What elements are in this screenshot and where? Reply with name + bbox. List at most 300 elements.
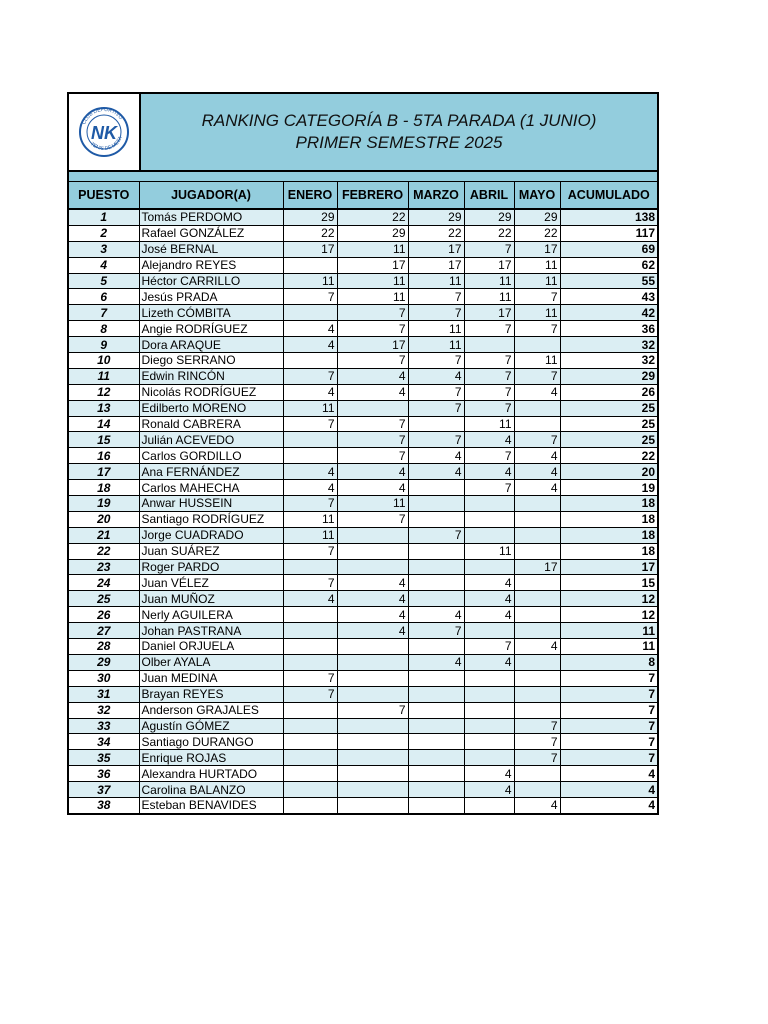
- cell-puesto: 36: [69, 766, 139, 782]
- cell-febrero: 7: [337, 353, 408, 369]
- cell-marzo: [408, 670, 464, 686]
- title-row: [69, 94, 657, 172]
- cell-febrero: [337, 654, 408, 670]
- cell-acumulado: 11: [560, 639, 657, 655]
- cell-acumulado: 117: [560, 225, 657, 241]
- table-row[interactable]: [69, 321, 657, 337]
- cell-acumulado: 18: [560, 496, 657, 512]
- table-row[interactable]: [69, 527, 657, 543]
- cell-abril: 7: [464, 321, 514, 337]
- table-header-row: [69, 182, 657, 209]
- cell-jugador: Roger PARDO: [139, 559, 283, 575]
- cell-abril: [464, 559, 514, 575]
- cell-abril: 7: [464, 480, 514, 496]
- cell-febrero: 22: [337, 209, 408, 225]
- cell-mayo: [514, 623, 560, 639]
- table-row[interactable]: [69, 353, 657, 369]
- cell-acumulado: 20: [560, 464, 657, 480]
- table-row[interactable]: [69, 670, 657, 686]
- table-row[interactable]: [69, 559, 657, 575]
- cell-jugador: Alexandra HURTADO: [139, 766, 283, 782]
- cell-jugador: Esteban BENAVIDES: [139, 797, 283, 812]
- table-row[interactable]: [69, 480, 657, 496]
- cell-abril: [464, 496, 514, 512]
- cell-abril: 11: [464, 289, 514, 305]
- table-row[interactable]: [69, 766, 657, 782]
- cell-febrero: 4: [337, 368, 408, 384]
- cell-febrero: 7: [337, 511, 408, 527]
- table-row[interactable]: [69, 496, 657, 512]
- table-row[interactable]: [69, 543, 657, 559]
- cell-febrero: [337, 718, 408, 734]
- cell-marzo: 11: [408, 273, 464, 289]
- table-row[interactable]: [69, 448, 657, 464]
- cell-marzo: 22: [408, 225, 464, 241]
- cell-febrero: 4: [337, 464, 408, 480]
- cell-mayo: [514, 702, 560, 718]
- cell-abril: [464, 527, 514, 543]
- cell-jugador: Enrique ROJAS: [139, 750, 283, 766]
- cell-jugador: Héctor CARRILLO: [139, 273, 283, 289]
- cell-puesto: 13: [69, 400, 139, 416]
- cell-enero: [283, 353, 337, 369]
- cell-mayo: 4: [514, 384, 560, 400]
- cell-mayo: [514, 607, 560, 623]
- cell-mayo: [514, 654, 560, 670]
- cell-febrero: [337, 559, 408, 575]
- cell-enero: [283, 766, 337, 782]
- table-row[interactable]: [69, 686, 657, 702]
- cell-jugador: Carolina BALANZO: [139, 782, 283, 798]
- cell-acumulado: 25: [560, 416, 657, 432]
- cell-acumulado: 18: [560, 511, 657, 527]
- cell-abril: 7: [464, 241, 514, 257]
- cell-jugador: Santiago RODRÍGUEZ: [139, 511, 283, 527]
- cell-abril: [464, 511, 514, 527]
- table-row[interactable]: [69, 607, 657, 623]
- cell-abril: 4: [464, 591, 514, 607]
- cell-marzo: [408, 750, 464, 766]
- cell-marzo: 7: [408, 305, 464, 321]
- cell-puesto: 2: [69, 225, 139, 241]
- cell-acumulado: 55: [560, 273, 657, 289]
- cell-enero: [283, 702, 337, 718]
- cell-jugador: Edwin RINCÓN: [139, 368, 283, 384]
- cell-enero: [283, 654, 337, 670]
- cell-abril: 4: [464, 654, 514, 670]
- cell-enero: [283, 639, 337, 655]
- cell-jugador: Edilberto MORENO: [139, 400, 283, 416]
- cell-marzo: [408, 480, 464, 496]
- table-row[interactable]: [69, 416, 657, 432]
- cell-puesto: 16: [69, 448, 139, 464]
- cell-febrero: [337, 543, 408, 559]
- cell-acumulado: 36: [560, 321, 657, 337]
- cell-acumulado: 43: [560, 289, 657, 305]
- table-row[interactable]: [69, 639, 657, 655]
- cell-puesto: 6: [69, 289, 139, 305]
- cell-puesto: 8: [69, 321, 139, 337]
- cell-jugador: Anderson GRAJALES: [139, 702, 283, 718]
- cell-enero: 11: [283, 511, 337, 527]
- cell-jugador: Carlos GORDILLO: [139, 448, 283, 464]
- cell-mayo: [514, 496, 560, 512]
- cell-marzo: 7: [408, 623, 464, 639]
- cell-febrero: 11: [337, 241, 408, 257]
- cell-acumulado: 12: [560, 591, 657, 607]
- cell-enero: [283, 782, 337, 798]
- col-header-febrero[interactable]: FEBRERO: [337, 182, 408, 209]
- cell-enero: [283, 750, 337, 766]
- table-row[interactable]: [69, 337, 657, 353]
- table-row[interactable]: [69, 400, 657, 416]
- cell-marzo: [408, 639, 464, 655]
- cell-enero: 17: [283, 241, 337, 257]
- cell-puesto: 23: [69, 559, 139, 575]
- cell-febrero: [337, 639, 408, 655]
- cell-puesto: 14: [69, 416, 139, 432]
- table-row[interactable]: [69, 273, 657, 289]
- cell-jugador: Agustín GÓMEZ: [139, 718, 283, 734]
- cell-mayo: 7: [514, 289, 560, 305]
- cell-enero: 11: [283, 273, 337, 289]
- cell-mayo: 17: [514, 559, 560, 575]
- table-row[interactable]: [69, 591, 657, 607]
- logo-text: NK: [91, 123, 117, 143]
- cell-mayo: 4: [514, 639, 560, 655]
- cell-mayo: [514, 543, 560, 559]
- cell-mayo: [514, 670, 560, 686]
- cell-acumulado: 7: [560, 734, 657, 750]
- cell-mayo: 4: [514, 480, 560, 496]
- cell-febrero: 7: [337, 448, 408, 464]
- cell-acumulado: 22: [560, 448, 657, 464]
- cell-abril: 4: [464, 766, 514, 782]
- cell-enero: [283, 559, 337, 575]
- cell-abril: 17: [464, 257, 514, 273]
- cell-jugador: Juan SUÁREZ: [139, 543, 283, 559]
- cell-abril: 7: [464, 400, 514, 416]
- cell-mayo: 7: [514, 718, 560, 734]
- cell-enero: [283, 607, 337, 623]
- cell-jugador: Juan VÉLEZ: [139, 575, 283, 591]
- cell-enero: 11: [283, 400, 337, 416]
- cell-puesto: 7: [69, 305, 139, 321]
- col-header-acumulado[interactable]: ACUMULADO: [560, 182, 657, 209]
- cell-abril: 4: [464, 575, 514, 591]
- table-row[interactable]: [69, 209, 657, 225]
- cell-marzo: 7: [408, 353, 464, 369]
- cell-mayo: 4: [514, 448, 560, 464]
- cell-puesto: 26: [69, 607, 139, 623]
- cell-acumulado: 32: [560, 353, 657, 369]
- cell-marzo: 4: [408, 368, 464, 384]
- cell-jugador: Juan MEDINA: [139, 670, 283, 686]
- cell-jugador: Carlos MAHECHA: [139, 480, 283, 496]
- cell-febrero: 7: [337, 702, 408, 718]
- cell-febrero: 4: [337, 591, 408, 607]
- col-header-mayo[interactable]: MAYO: [514, 182, 560, 209]
- table-row[interactable]: [69, 702, 657, 718]
- table-row[interactable]: [69, 623, 657, 639]
- cell-acumulado: 138: [560, 209, 657, 225]
- cell-abril: [464, 734, 514, 750]
- cell-puesto: 15: [69, 432, 139, 448]
- cell-marzo: [408, 591, 464, 607]
- ranking-table: [69, 182, 657, 813]
- cell-jugador: Nicolás RODRÍGUEZ: [139, 384, 283, 400]
- cell-acumulado: 69: [560, 241, 657, 257]
- table-row[interactable]: [69, 432, 657, 448]
- cell-abril: [464, 686, 514, 702]
- cell-acumulado: 18: [560, 527, 657, 543]
- cell-enero: 7: [283, 670, 337, 686]
- cell-febrero: 29: [337, 225, 408, 241]
- cell-marzo: [408, 559, 464, 575]
- cell-acumulado: 4: [560, 766, 657, 782]
- cell-puesto: 10: [69, 353, 139, 369]
- cell-puesto: 5: [69, 273, 139, 289]
- cell-mayo: [514, 527, 560, 543]
- table-row[interactable]: [69, 734, 657, 750]
- cell-acumulado: 17: [560, 559, 657, 575]
- cell-puesto: 19: [69, 496, 139, 512]
- cell-jugador: Jorge CUADRADO: [139, 527, 283, 543]
- cell-marzo: 11: [408, 337, 464, 353]
- cell-enero: [283, 797, 337, 812]
- cell-marzo: 4: [408, 448, 464, 464]
- ranking-sheet: [67, 92, 659, 815]
- cell-acumulado: 7: [560, 670, 657, 686]
- table-row[interactable]: [69, 257, 657, 273]
- cell-febrero: [337, 670, 408, 686]
- cell-mayo: [514, 400, 560, 416]
- table-row[interactable]: [69, 654, 657, 670]
- cell-acumulado: 12: [560, 607, 657, 623]
- cell-febrero: [337, 750, 408, 766]
- cell-mayo: 17: [514, 241, 560, 257]
- cell-abril: 4: [464, 607, 514, 623]
- cell-puesto: 20: [69, 511, 139, 527]
- cell-acumulado: 25: [560, 432, 657, 448]
- cell-abril: [464, 718, 514, 734]
- club-logo: [69, 94, 141, 170]
- cell-marzo: 7: [408, 527, 464, 543]
- cell-acumulado: 11: [560, 623, 657, 639]
- cell-acumulado: 7: [560, 702, 657, 718]
- cell-febrero: 11: [337, 496, 408, 512]
- cell-abril: 22: [464, 225, 514, 241]
- cell-puesto: 9: [69, 337, 139, 353]
- cell-marzo: 7: [408, 400, 464, 416]
- cell-enero: [283, 734, 337, 750]
- col-header-marzo[interactable]: MARZO: [408, 182, 464, 209]
- cell-abril: 7: [464, 448, 514, 464]
- table-row[interactable]: [69, 575, 657, 591]
- cell-enero: 22: [283, 225, 337, 241]
- cell-jugador: Ronald CABRERA: [139, 416, 283, 432]
- cell-enero: 7: [283, 686, 337, 702]
- cell-marzo: [408, 782, 464, 798]
- cell-acumulado: 25: [560, 400, 657, 416]
- cell-mayo: 11: [514, 305, 560, 321]
- cell-febrero: 4: [337, 607, 408, 623]
- cell-mayo: 7: [514, 432, 560, 448]
- cell-marzo: 4: [408, 607, 464, 623]
- table-row[interactable]: [69, 289, 657, 305]
- cell-marzo: 7: [408, 384, 464, 400]
- cell-febrero: 17: [337, 337, 408, 353]
- cell-puesto: 3: [69, 241, 139, 257]
- cell-mayo: 4: [514, 797, 560, 812]
- cell-enero: 4: [283, 384, 337, 400]
- cell-jugador: Santiago DURANGO: [139, 734, 283, 750]
- cell-mayo: 7: [514, 321, 560, 337]
- cell-mayo: 11: [514, 273, 560, 289]
- table-row[interactable]: [69, 464, 657, 480]
- cell-puesto: 33: [69, 718, 139, 734]
- table-row[interactable]: [69, 782, 657, 798]
- cell-enero: 7: [283, 543, 337, 559]
- cell-abril: [464, 623, 514, 639]
- table-row[interactable]: [69, 225, 657, 241]
- cell-jugador: Lizeth CÓMBITA: [139, 305, 283, 321]
- cell-marzo: 11: [408, 321, 464, 337]
- page-subtitle: PRIMER SEMESTRE 2025: [295, 133, 503, 152]
- cell-jugador: Ana FERNÁNDEZ: [139, 464, 283, 480]
- cell-puesto: 22: [69, 543, 139, 559]
- cell-acumulado: 29: [560, 368, 657, 384]
- title-block: [141, 94, 657, 170]
- col-header-abril[interactable]: ABRIL: [464, 182, 514, 209]
- cell-abril: 11: [464, 416, 514, 432]
- cell-marzo: [408, 686, 464, 702]
- cell-febrero: 4: [337, 384, 408, 400]
- cell-puesto: 1: [69, 209, 139, 225]
- cell-jugador: Rafael GONZÁLEZ: [139, 225, 283, 241]
- cell-enero: 7: [283, 416, 337, 432]
- cell-marzo: [408, 575, 464, 591]
- cell-enero: 7: [283, 496, 337, 512]
- cell-abril: [464, 750, 514, 766]
- header-spacer: [69, 172, 657, 182]
- cell-puesto: 17: [69, 464, 139, 480]
- table-row[interactable]: [69, 718, 657, 734]
- cell-enero: 7: [283, 575, 337, 591]
- cell-mayo: 11: [514, 257, 560, 273]
- cell-enero: 7: [283, 289, 337, 305]
- cell-febrero: [337, 782, 408, 798]
- cell-puesto: 25: [69, 591, 139, 607]
- cell-mayo: 4: [514, 464, 560, 480]
- cell-jugador: Tomás PERDOMO: [139, 209, 283, 225]
- cell-febrero: 7: [337, 321, 408, 337]
- logo-ring-bottom: TENIS DE MESA: [89, 135, 124, 152]
- table-row[interactable]: [69, 384, 657, 400]
- col-header-enero[interactable]: ENERO: [283, 182, 337, 209]
- cell-febrero: 7: [337, 432, 408, 448]
- cell-abril: 7: [464, 639, 514, 655]
- cell-puesto: 28: [69, 639, 139, 655]
- cell-acumulado: 26: [560, 384, 657, 400]
- cell-mayo: 22: [514, 225, 560, 241]
- cell-enero: 29: [283, 209, 337, 225]
- cell-enero: [283, 305, 337, 321]
- cell-jugador: Juan MUÑOZ: [139, 591, 283, 607]
- table-row[interactable]: [69, 241, 657, 257]
- table-row[interactable]: [69, 797, 657, 812]
- cell-mayo: [514, 782, 560, 798]
- cell-marzo: [408, 511, 464, 527]
- cell-marzo: [408, 718, 464, 734]
- cell-jugador: Olber AYALA: [139, 654, 283, 670]
- cell-marzo: [408, 543, 464, 559]
- table-row[interactable]: [69, 750, 657, 766]
- cell-acumulado: 8: [560, 654, 657, 670]
- col-header-puesto[interactable]: PUESTO: [69, 182, 139, 209]
- cell-marzo: 7: [408, 289, 464, 305]
- page-title: RANKING CATEGORÍA B - 5TA PARADA (1 JUNIO): [201, 111, 597, 130]
- cell-enero: 7: [283, 368, 337, 384]
- cell-febrero: 7: [337, 305, 408, 321]
- cell-febrero: 4: [337, 623, 408, 639]
- cell-marzo: 17: [408, 257, 464, 273]
- cell-jugador: Nerly AGUILERA: [139, 607, 283, 623]
- cell-puesto: 29: [69, 654, 139, 670]
- cell-acumulado: 4: [648, 798, 655, 813]
- cell-acumulado: 7: [560, 750, 657, 766]
- cell-abril: 7: [464, 353, 514, 369]
- cell-febrero: [337, 686, 408, 702]
- cell-mayo: [514, 766, 560, 782]
- cell-puesto: 12: [69, 384, 139, 400]
- cell-puesto: 18: [69, 480, 139, 496]
- cell-mayo: 7: [514, 750, 560, 766]
- cell-marzo: 29: [408, 209, 464, 225]
- cell-abril: 7: [464, 368, 514, 384]
- cell-acumulado: 62: [560, 257, 657, 273]
- cell-puesto: 27: [69, 623, 139, 639]
- cell-puesto: 34: [69, 734, 139, 750]
- cell-jugador: Angie RODRÍGUEZ: [139, 321, 283, 337]
- cell-puesto: 31: [69, 686, 139, 702]
- table-row[interactable]: [69, 368, 657, 384]
- table-row[interactable]: [69, 305, 657, 321]
- cell-febrero: [337, 797, 408, 812]
- cell-acumulado: 18: [560, 543, 657, 559]
- cell-marzo: 7: [408, 432, 464, 448]
- cell-febrero: 11: [337, 289, 408, 305]
- cell-puesto: 4: [69, 257, 139, 273]
- cell-jugador: Daniel ORJUELA: [139, 639, 283, 655]
- cell-puesto: 38: [69, 797, 139, 812]
- cell-febrero: 4: [337, 575, 408, 591]
- cell-jugador: Alejandro REYES: [139, 257, 283, 273]
- col-header-jugador[interactable]: JUGADOR(A): [139, 182, 283, 209]
- cell-mayo: [514, 575, 560, 591]
- cell-abril: 4: [464, 464, 514, 480]
- cell-marzo: [408, 496, 464, 512]
- cell-abril: 11: [464, 543, 514, 559]
- cell-enero: 4: [283, 321, 337, 337]
- cell-marzo: [408, 766, 464, 782]
- cell-marzo: 17: [408, 241, 464, 257]
- table-row[interactable]: [69, 511, 657, 527]
- cell-puesto: 24: [69, 575, 139, 591]
- cell-mayo: 11: [514, 353, 560, 369]
- cell-abril: [464, 702, 514, 718]
- cell-mayo: [514, 511, 560, 527]
